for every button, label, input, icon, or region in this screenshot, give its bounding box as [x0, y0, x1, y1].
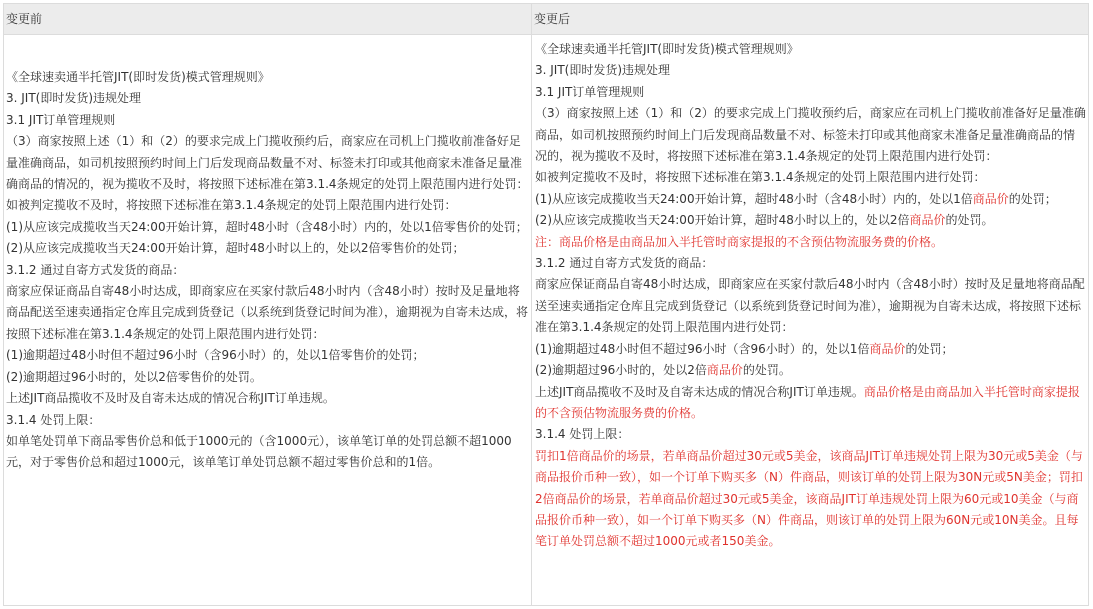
after-cap-body: 罚扣1倍商品价的场景，若单商品价超过30元或5美金，该商品JIT订单违规处罚上限为30元或5美金（与商品报价币种一致），如一个订单下购买多（N）件商品，则该订单的处罚上限为30N元或5N美金；罚扣2倍商品价的场景，若单商品价超过30元或5美金，该商品JIT订单违规处罚上限为60元或10美金（与商品报价币种一致），如一个订单下购买多（N）件商品，则该订单的处罚上限为60N元或10N美金。且每笔订单处罚总额不超过1000元或者150美金。 [535, 448, 1083, 549]
after-judgement: 如被判定揽收不及时，将按照下述标准在第3.1.4条规定的处罚上限范围内进行处罚： [535, 170, 986, 185]
after-clause-3: （3）商家按照上述（1）和（2）的要求完成上门揽收预约后，商家应在司机上门揽收前准备好足量准确商品，如司机按照预约时间上门后发现商品数量不对、标签未打印或其他商家未准备足量准确商品的情况的，视为揽收不及时，将按照下述标准在第3.1.4条规定的处罚上限范围内进行处罚： [535, 106, 1086, 164]
before-section-3: 3. JIT(即时发货)违规处理 [6, 91, 142, 106]
after-summary-changed: 商品价格是由商品加入半托管时商家提报的不含预估物流服务费的价格。 [535, 384, 1080, 420]
after-penalty-1 [535, 189, 1086, 210]
after-overdue-1-end: 的处罚； [905, 341, 954, 356]
after-penalty-1-changed: 商品价 [972, 191, 1009, 206]
after-section-3-1-2: 3.1.2 通过自寄方式发货的商品： [535, 256, 714, 271]
table-header [4, 4, 1088, 35]
after-section-3: 3. JIT(即时发货)违规处理 [535, 63, 671, 78]
before-self-ship-body: 商家应保证商品自寄48小时达成，即商家应在买家付款后48小时内（含48小时）按时及足量地将商品配送至速卖通指定仓库且完成到货登记（以系统到货登记时间为准），逾期视为自寄未达成，将按照下述标准在第3.1.4条规定的处罚上限范围内进行处罚： [6, 284, 529, 341]
after-penalty-1-end: 的处罚； [1008, 191, 1057, 206]
comparison-table [3, 3, 1089, 606]
after-rule-title: 《全球速卖通半托管JIT(即时发货)模式管理规则》 [535, 42, 799, 56]
after-overdue-1 [535, 339, 1086, 360]
before-penalty-2: (2)从应该完成揽收当天24:00开始计算，超时48小时以上的，处以2倍零售价的处罚； [6, 241, 465, 256]
after-penalty-2-text: (2)从应该完成揽收当天24:00开始计算，超时48小时以上的，处以2倍 [535, 213, 910, 228]
header-after: 变更后 [534, 12, 571, 26]
after-penalty-2-changed: 商品价 [909, 213, 946, 228]
after-column [535, 35, 1086, 553]
after-penalty-2-end: 的处罚。 [945, 213, 994, 228]
after-overdue-2-changed: 商品价 [706, 363, 743, 378]
after-section-3-1-4: 3.1.4 处罚上限： [535, 427, 630, 442]
before-overdue-1: (1)逾期超过48小时但不超过96小时（含96小时）的，处以1倍零售价的处罚； [6, 348, 425, 363]
after-overdue-2-text: (2)逾期超过96小时的，处以2倍 [535, 363, 707, 378]
before-judgement: 如被判定揽收不及时，将按照下述标准在第3.1.4条规定的处罚上限范围内进行处罚： [6, 198, 457, 213]
after-penalty-1-text: (1)从应该完成揽收当天24:00开始计算，超时48小时（含48小时）内的，处以1倍 [535, 191, 973, 206]
before-clause-3: （3）商家按照上述（1）和（2）的要求完成上门揽收预约后，商家应在司机上门揽收前准备好足量准确商品，如司机按照预约时间上门后发现商品数量不对、标签未打印或其他商家未准备足量准确商品的情况的，视为揽收不及时，将按照下述标准在第3.1.4条规定的处罚上限范围内进行处罚： [6, 134, 529, 192]
after-summary-text: 上述JIT商品揽收不及时及自寄未达成的情况合称JIT订单违规。 [535, 384, 864, 399]
after-self-ship-body: 商家应保证商品自寄48小时达成，即商家应在买家付款后48小时内（含48小时）按时及足量地将商品配送至速卖通指定仓库且完成到货登记（以系统到货登记时间为准），逾期视为自寄未达成，将按照下述标准在第3.1.4条规定的处罚上限范围内进行处罚： [535, 277, 1085, 335]
before-section-3-1-2: 3.1.2 通过自寄方式发货的商品： [6, 262, 185, 277]
before-section-3-1-4: 3.1.4 处罚上限： [6, 412, 101, 427]
after-overdue-2 [535, 360, 1086, 381]
before-section-3-1: 3.1 JIT订单管理规则 [6, 112, 116, 127]
after-section-3-1: 3.1 JIT订单管理规则 [535, 84, 645, 99]
column-divider [531, 4, 532, 605]
before-column [6, 35, 529, 474]
before-penalty-1: (1)从应该完成揽收当天24:00开始计算，超时48小时（含48小时）内的，处以1倍零售价的处罚； [6, 219, 528, 234]
after-price-note: 注：商品价格是由商品加入半托管时商家提报的不含预估物流服务费的价格。 [535, 234, 944, 249]
before-overdue-2: (2)逾期超过96小时的，处以2倍零售价的处罚。 [6, 369, 262, 384]
after-overdue-1-text: (1)逾期超过48小时但不超过96小时（含96小时）的，处以1倍 [535, 341, 870, 356]
after-penalty-2 [535, 210, 1086, 231]
before-cap-body: 如单笔处罚单下商品零售价总和低于1000元的（含1000元），该单笔订单的处罚总额不超1000元，对于零售价总和超过1000元，该单笔订单处罚总额不超过零售价总和的1倍。 [6, 433, 512, 470]
after-summary [535, 382, 1086, 425]
header-before: 变更前 [6, 12, 43, 26]
before-summary: 上述JIT商品揽收不及时及自寄未达成的情况合称JIT订单违规。 [6, 391, 335, 406]
after-overdue-1-changed: 商品价 [869, 341, 906, 356]
after-overdue-2-end: 的处罚。 [742, 363, 791, 378]
before-rule-title: 《全球速卖通半托管JIT(即时发货)模式管理规则》 [6, 70, 270, 84]
